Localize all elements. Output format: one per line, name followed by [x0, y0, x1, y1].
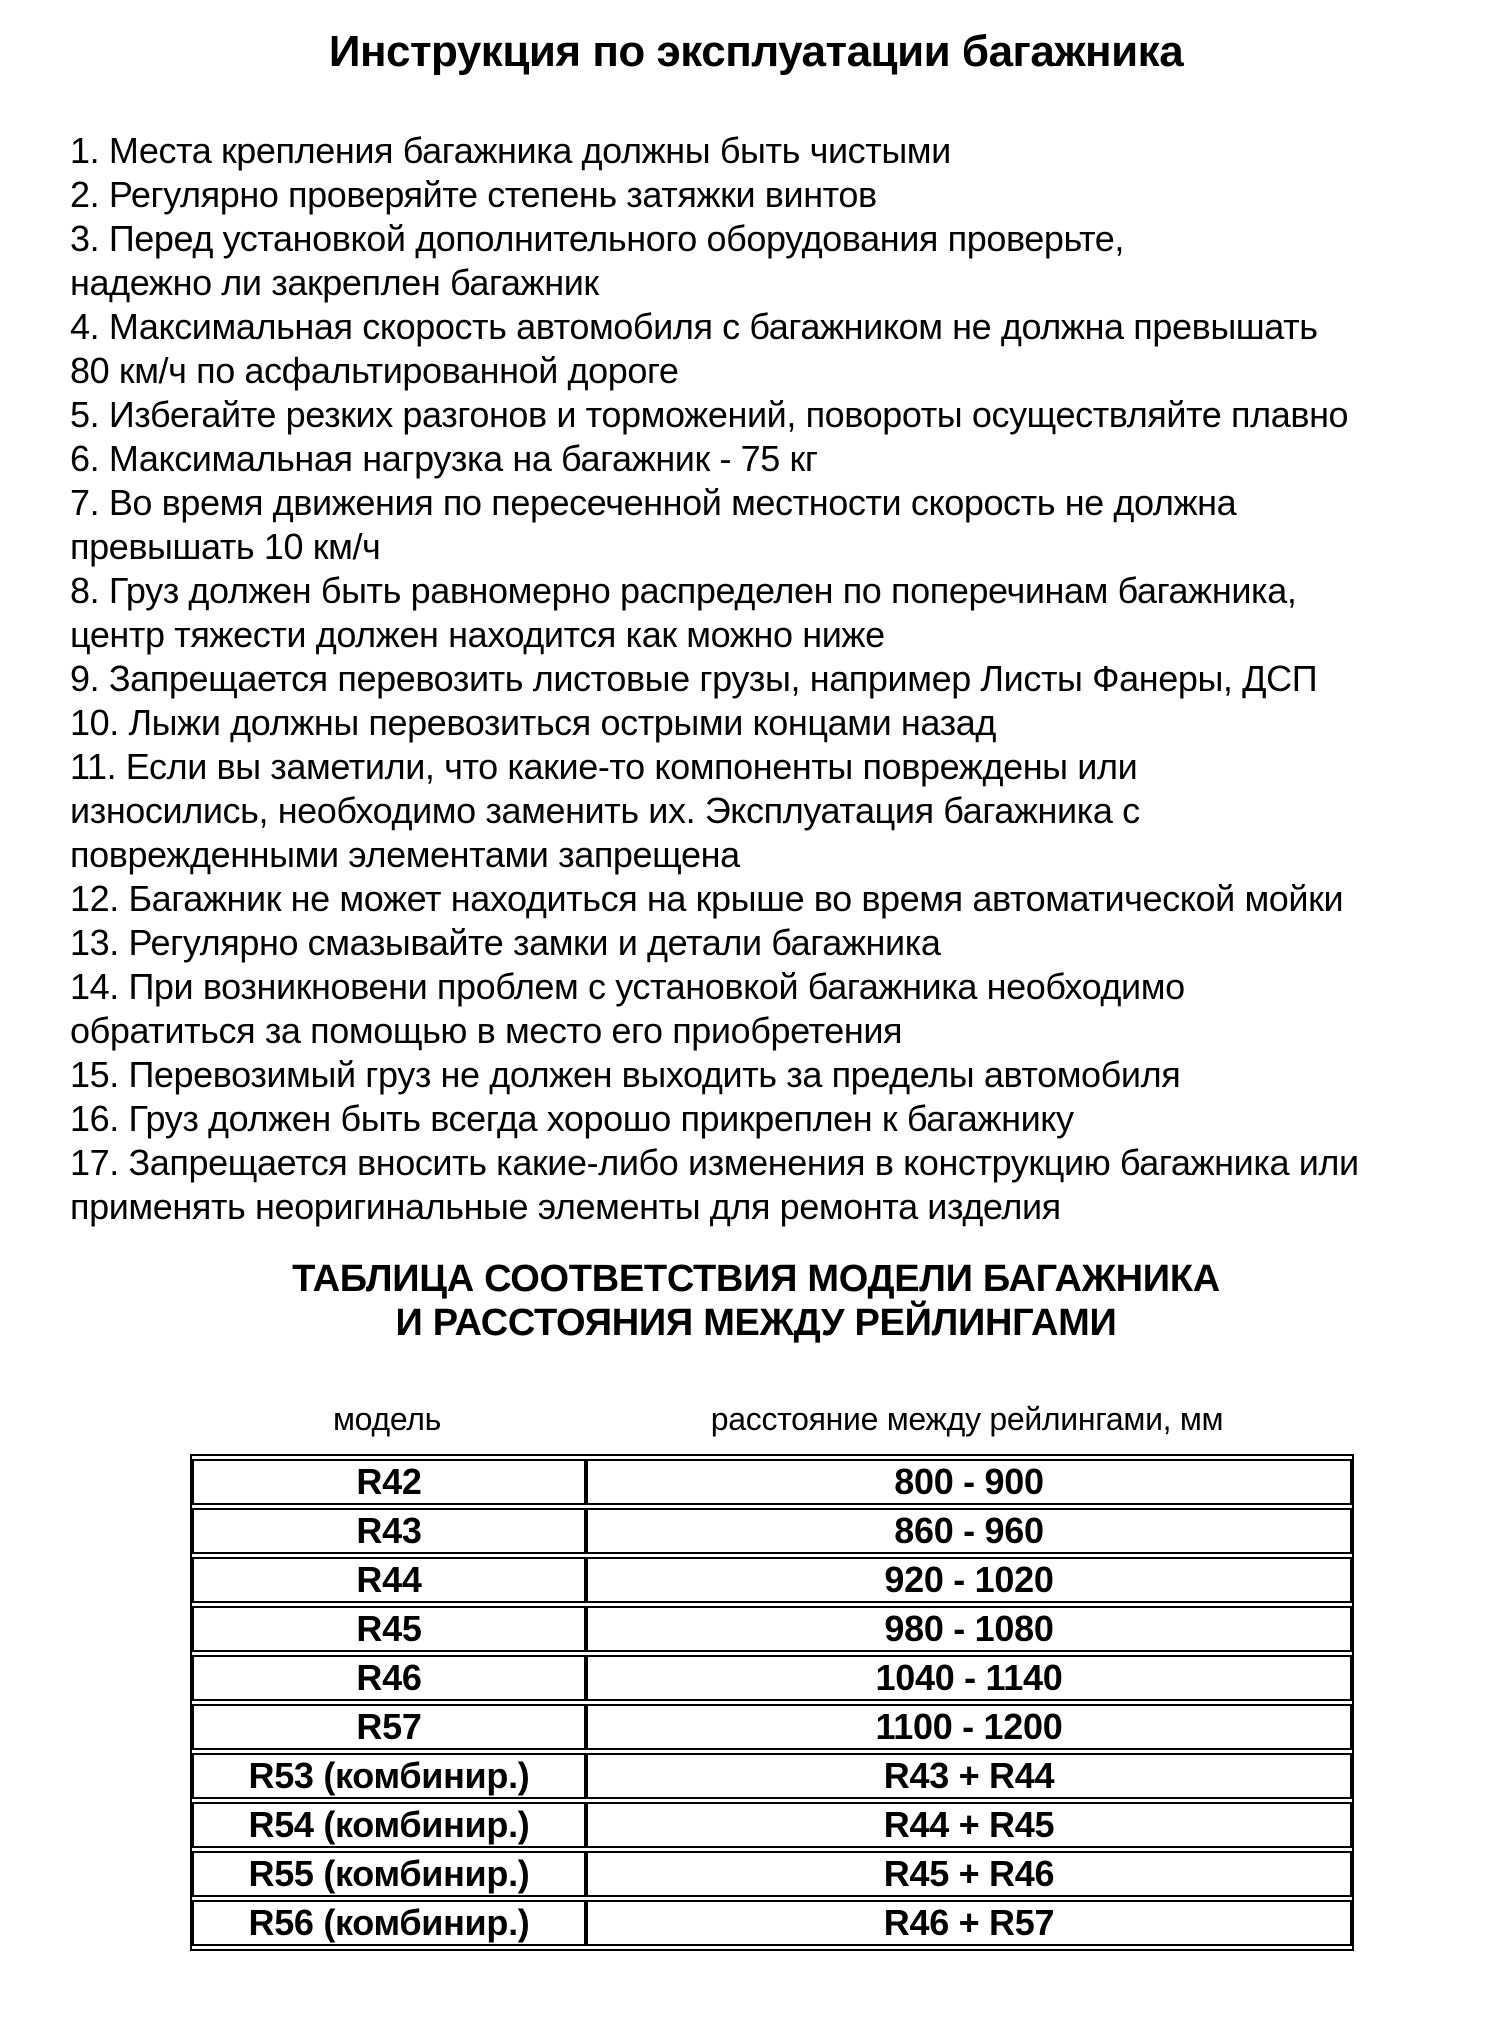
table-row — [192, 1802, 1352, 1848]
instruction-line: надежно ли закреплен багажник — [70, 261, 599, 303]
table-column-labels — [190, 1401, 1350, 1438]
distance-cell: 980 - 1080 — [586, 1606, 1352, 1652]
distance-cell: 800 - 900 — [586, 1459, 1352, 1505]
table-row — [192, 1753, 1352, 1799]
distance-cell: R43 + R44 — [586, 1753, 1352, 1799]
table-row — [192, 1508, 1352, 1554]
page-title: Инструкция по эксплуатации багажника — [328, 27, 1184, 76]
table-section-heading-line: ТАБЛИЦА СООТВЕТСТВИЯ МОДЕЛИ БАГАЖНИКА — [292, 1257, 1220, 1300]
column-label-distance: расстояние между рейлингами, мм — [710, 1400, 1224, 1437]
instruction-line: износились, необходимо заменить их. Эксплуатация багажника с — [70, 789, 1140, 831]
model-cell: R45 — [192, 1606, 586, 1652]
instruction-line: обратиться за помощью в место его приобретения — [70, 1009, 903, 1051]
distance-cell: 860 - 960 — [586, 1508, 1352, 1554]
instruction-line: применять неоригинальные элементы для ремонта изделия — [70, 1185, 1061, 1227]
table-row — [192, 1704, 1352, 1750]
instruction-line: 12. Багажник не может находиться на крыше во время автоматической мойки — [70, 877, 1344, 919]
model-cell: R53 (комбинир.) — [192, 1753, 586, 1799]
model-cell: R46 — [192, 1655, 586, 1701]
table-section-heading — [0, 1257, 1512, 1345]
table-row — [192, 1655, 1352, 1701]
instruction-line: 16. Груз должен быть всегда хорошо прикреплен к багажнику — [70, 1097, 1074, 1139]
distance-cell: R46 + R57 — [586, 1900, 1352, 1946]
model-distance-table — [190, 1454, 1354, 1951]
instruction-line: 8. Груз должен быть равномерно распределен по поперечинам багажника, — [70, 569, 1297, 611]
instruction-line: 2. Регулярно проверяйте степень затяжки винтов — [70, 173, 877, 215]
instruction-line: 10. Лыжи должны перевозиться острыми концами назад — [70, 701, 996, 743]
instruction-line: 4. Максимальная скорость автомобиля с багажником не должна превышать — [70, 305, 1318, 347]
model-cell: R43 — [192, 1508, 586, 1554]
instruction-line: 14. При возникновени проблем с установкой багажника необходимо — [70, 965, 1185, 1007]
table-row — [192, 1606, 1352, 1652]
model-cell: R44 — [192, 1557, 586, 1603]
model-cell: R57 — [192, 1704, 586, 1750]
table-section-heading-line: И РАССТОЯНИЯ МЕЖДУ РЕЙЛИНГАМИ — [395, 1301, 1117, 1344]
instruction-line: 15. Перевозимый груз не должен выходить за пределы автомобиля — [70, 1053, 1181, 1095]
model-cell: R56 (комбинир.) — [192, 1900, 586, 1946]
model-cell: R54 (комбинир.) — [192, 1802, 586, 1848]
distance-cell: 920 - 1020 — [586, 1557, 1352, 1603]
instruction-line: 80 км/ч по асфальтированной дороге — [70, 349, 679, 391]
instruction-line: 11. Если вы заметили, что какие-то компоненты повреждены или — [70, 745, 1138, 787]
model-cell: R55 (комбинир.) — [192, 1851, 586, 1897]
instruction-line: 17. Запрещается вносить какие-либо изменения в конструкцию багажника или — [70, 1141, 1359, 1183]
instruction-line: поврежденными элементами запрещена — [70, 833, 740, 875]
table-row — [192, 1459, 1352, 1505]
instruction-line: 6. Максимальная нагрузка на багажник - 75 кг — [70, 437, 818, 479]
table-row — [192, 1851, 1352, 1897]
instruction-line: 7. Во время движения по пересеченной местности скорость не должна — [70, 481, 1237, 523]
distance-cell: R45 + R46 — [586, 1851, 1352, 1897]
instructions-list — [70, 129, 1512, 1229]
table-row — [192, 1900, 1352, 1946]
document-page — [0, 26, 1512, 2042]
instruction-line: 13. Регулярно смазывайте замки и детали багажника — [70, 921, 941, 963]
table-row — [192, 1557, 1352, 1603]
instruction-line: превышать 10 км/ч — [70, 525, 381, 567]
instruction-line: 5. Избегайте резких разгонов и торможений, повороты осуществляйте плавно — [70, 393, 1349, 435]
model-cell: R42 — [192, 1459, 586, 1505]
distance-cell: 1040 - 1140 — [586, 1655, 1352, 1701]
instruction-line: 9. Запрещается перевозить листовые грузы, например Листы Фанеры, ДСП — [70, 657, 1318, 699]
column-label-model: модель — [332, 1400, 442, 1437]
distance-cell: R44 + R45 — [586, 1802, 1352, 1848]
instruction-line: центр тяжести должен находится как можно ниже — [70, 613, 885, 655]
instruction-line: 3. Перед установкой дополнительного оборудования проверьте, — [70, 217, 1124, 259]
instruction-line: 1. Места крепления багажника должны быть чистыми — [70, 129, 951, 171]
distance-cell: 1100 - 1200 — [586, 1704, 1352, 1750]
